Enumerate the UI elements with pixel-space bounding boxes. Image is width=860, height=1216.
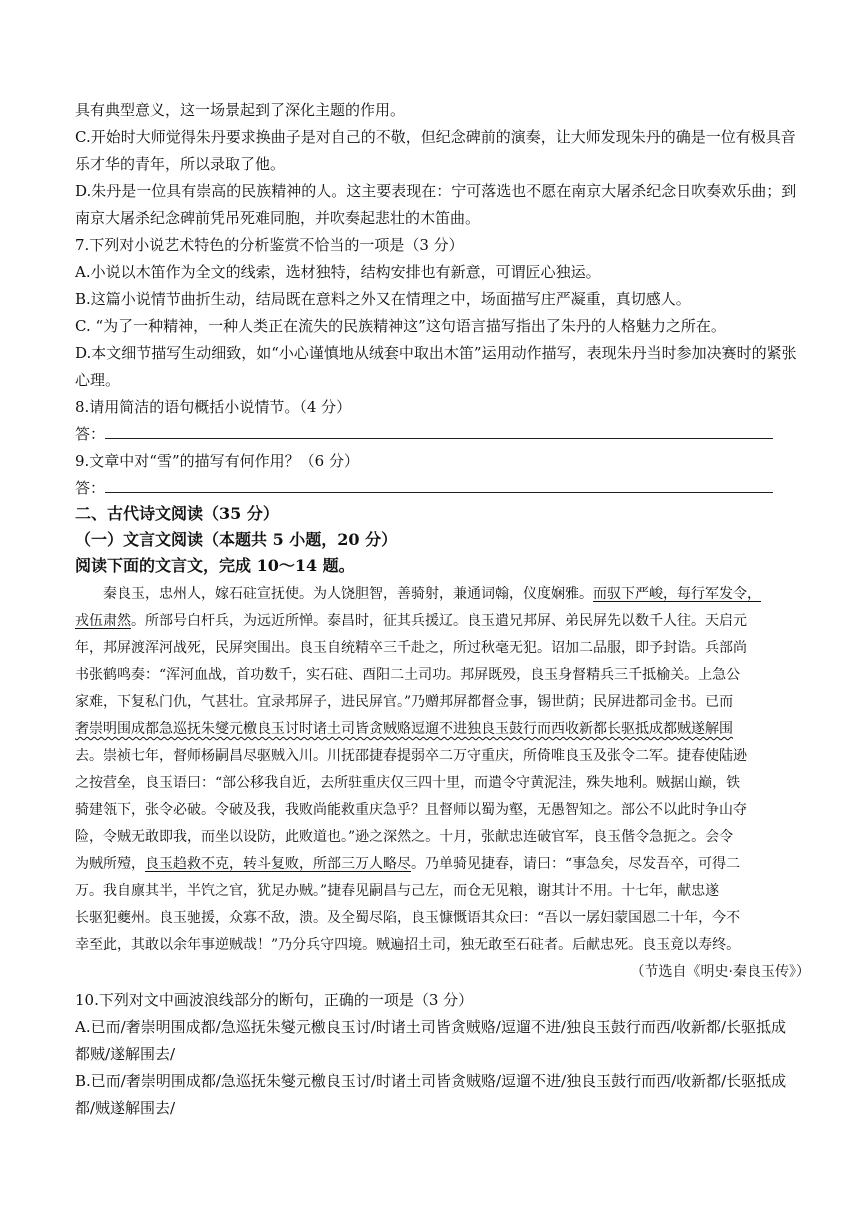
question-7-stem: 7.下列对小说艺术特色的分析鉴赏不恰当的一项是（3 分） [75,236,464,254]
answer-label: 答： [75,425,106,443]
text-line: 乐才华的青年，所以录取了他。 [75,155,286,173]
q7-option-d: D.本文细节描写生动细致，如“小心谨慎地从绒套中取出木笛”运用动作描写，表现朱丹当时参加决赛时的紧张 [75,344,797,362]
passage-line: 书张鹤鸣奏：“浑河血战，首功数千，实石砫、酉阳二土司功。邦屏既殁，良玉身督精兵三千抵榆关。上急公 [75,667,741,683]
answer-blank[interactable] [105,424,773,439]
passage-line: 之按营垒，良玉语曰：“部公移我自近，去所驻重庆仅三四十里，而遣令守黄泥洼，殊失地利。贼据山巅，铁 [75,775,741,791]
text-line: 南京大屠杀纪念碑前凭吊死难同胞，并吹奏起悲壮的木笛曲。 [75,209,481,227]
passage-line: 去。崇祯七年，督师杨嗣昌尽驱贼入川。川抚邵捷春提弱卒二万守重庆，所倚唯良玉及张令二军。捷春使陆逊 [75,748,747,764]
text-line: 都贼/遂解围去/ [75,1045,176,1063]
passage-line: 万。我自廪其半，半饩之官，犹足办贼。”捷春见嗣昌与己左，而仓无见粮，谢其计不用。十七年，献忠遂 [75,883,720,899]
option-d-line: D.朱丹是一位具有崇高的民族精神的人。这主要表现在：宁可落选也不愿在南京大屠杀纪念日吹奏欢乐曲；到 [75,182,797,200]
question-9-stem: 9.文章中对“雪”的描写有何作用？（6 分） [75,452,359,470]
passage-line: 长驱犯夔州。良玉驰援，众寡不敌，溃。及全蜀尽陷，良玉慷慨语其众曰：“吾以一孱妇蒙国恩二十年，今不 [75,910,741,926]
section-title: 二、古代诗文阅读（35 分） [75,504,279,523]
q7-option-b: B.这篇小说情节曲折生动，结局既在意料之外又在情理之中，场面描写庄严凝重，真切感人。 [75,290,691,308]
passage-line: 戎伍肃然。所部号白杆兵，为远近所惮。泰昌时，征其兵援辽。良玉遣兄邦屏、弟民屏先以数千人往。天启元 [75,613,747,629]
q9-answer-line[interactable] [75,478,773,498]
passage-line: 幸至此，其敢以余年事逆贼哉！”乃分兵守四境。贼遍招土司，独无敢至石砫者。后献忠死。良玉竟以寿终。 [75,937,741,953]
q7-option-c: C. “为了一种精神，一种人类正在流失的民族精神这”这句语言描写指出了朱丹的人格魅力之所在。 [75,317,726,335]
passage-line: 家难，下复私门仇，气甚壮。宜录邦屏子，进民屏官。”乃赠邦屏都督佥事，锡世荫；民屏进都司金书。已而 [75,694,734,710]
question-8-stem: 8.请用简洁的语句概括小说情节。（4 分） [75,398,352,416]
passage-source: （节选自《明史·秦良玉传》） [630,964,810,980]
underlined-phrase: 良玉趋救不克，转斗复败，所部三万人略尽 [145,856,411,872]
option-c-line: C.开始时大师觉得朱丹要求换曲子是对自己的不敬，但纪念碑前的演奏，让大师发现朱丹的确是一位有极具音 [75,128,796,146]
q8-answer-line[interactable] [75,424,773,444]
passage-line: 骑建瓴下，张令必破。令破及我，我败尚能救重庆急乎？且督师以蜀为壑，无愚智知之。部公不以此时争山夺 [75,802,747,818]
instruction: 阅读下面的文言文，完成 10～14 题。 [75,556,355,575]
text-line: 心理。 [75,371,121,389]
text-line: 都/贼遂解围去/ [75,1099,176,1117]
passage-line: 秦良玉，忠州人，嫁石砫宣抚使。为人饶胆智，善骑射，兼通词翰，仪度娴雅。而驭下严峻，每行军发令， [75,586,761,602]
answer-blank[interactable] [105,478,773,493]
wavy-underlined-phrase: 奢崇明围成都急巡抚朱燮元檄良玉讨时诸土司皆贪贼赂逗遛不进独良玉鼓行而西收新都长驱抵成都贼遂解围 [75,721,733,737]
passage-line-wavy [75,719,733,739]
passage-line: 险，令贼无敢即我，而坐以设防，此败道也。”逊之深然之。十月，张献忠连破官军，良玉偕令急扼之。会令 [75,829,734,845]
text-line: 具有典型意义，这一场景起到了深化主题的作用。 [75,101,406,119]
underlined-phrase: 戎伍肃然 [75,613,131,629]
q10-option-a: A.已而/奢崇明围成都/急巡抚朱燮元檄良玉讨/时诸土司皆贪贼赂/逗遛不进/独良玉鼓行而西/收新都/长驱抵成 [75,1018,786,1036]
q10-option-b: B.已而/奢崇明围成都/急巡抚朱燮元檄良玉讨/时诸土司皆贪贼赂/逗遛不进/独良玉鼓行而西/收新都/长驱抵成 [75,1072,787,1090]
underlined-phrase: 而驭下严峻，每行军发令， [593,586,761,602]
question-10-stem: 10.下列对文中画波浪线部分的断句，正确的一项是（3 分） [75,991,474,1009]
answer-label: 答： [75,479,106,497]
subsection-title: （一）文言文阅读（本题共 5 小题，20 分） [75,530,398,549]
q7-option-a: A.小说以木笛作为全文的线索，选材独特，结构安排也有新意，可谓匠心独运。 [75,263,601,281]
passage-line: 年，邦屏渡浑河战死，民屏突围出。良玉自统精卒三千赴之，所过秋毫无犯。诏加二品服，即予封诰。兵部尚 [75,640,747,656]
passage-line: 为贼所殪，良玉趋救不克，转斗复败，所部三万人略尽。乃单骑见捷春，请曰：“事急矣，尽发吾卒，可得二 [75,856,741,872]
